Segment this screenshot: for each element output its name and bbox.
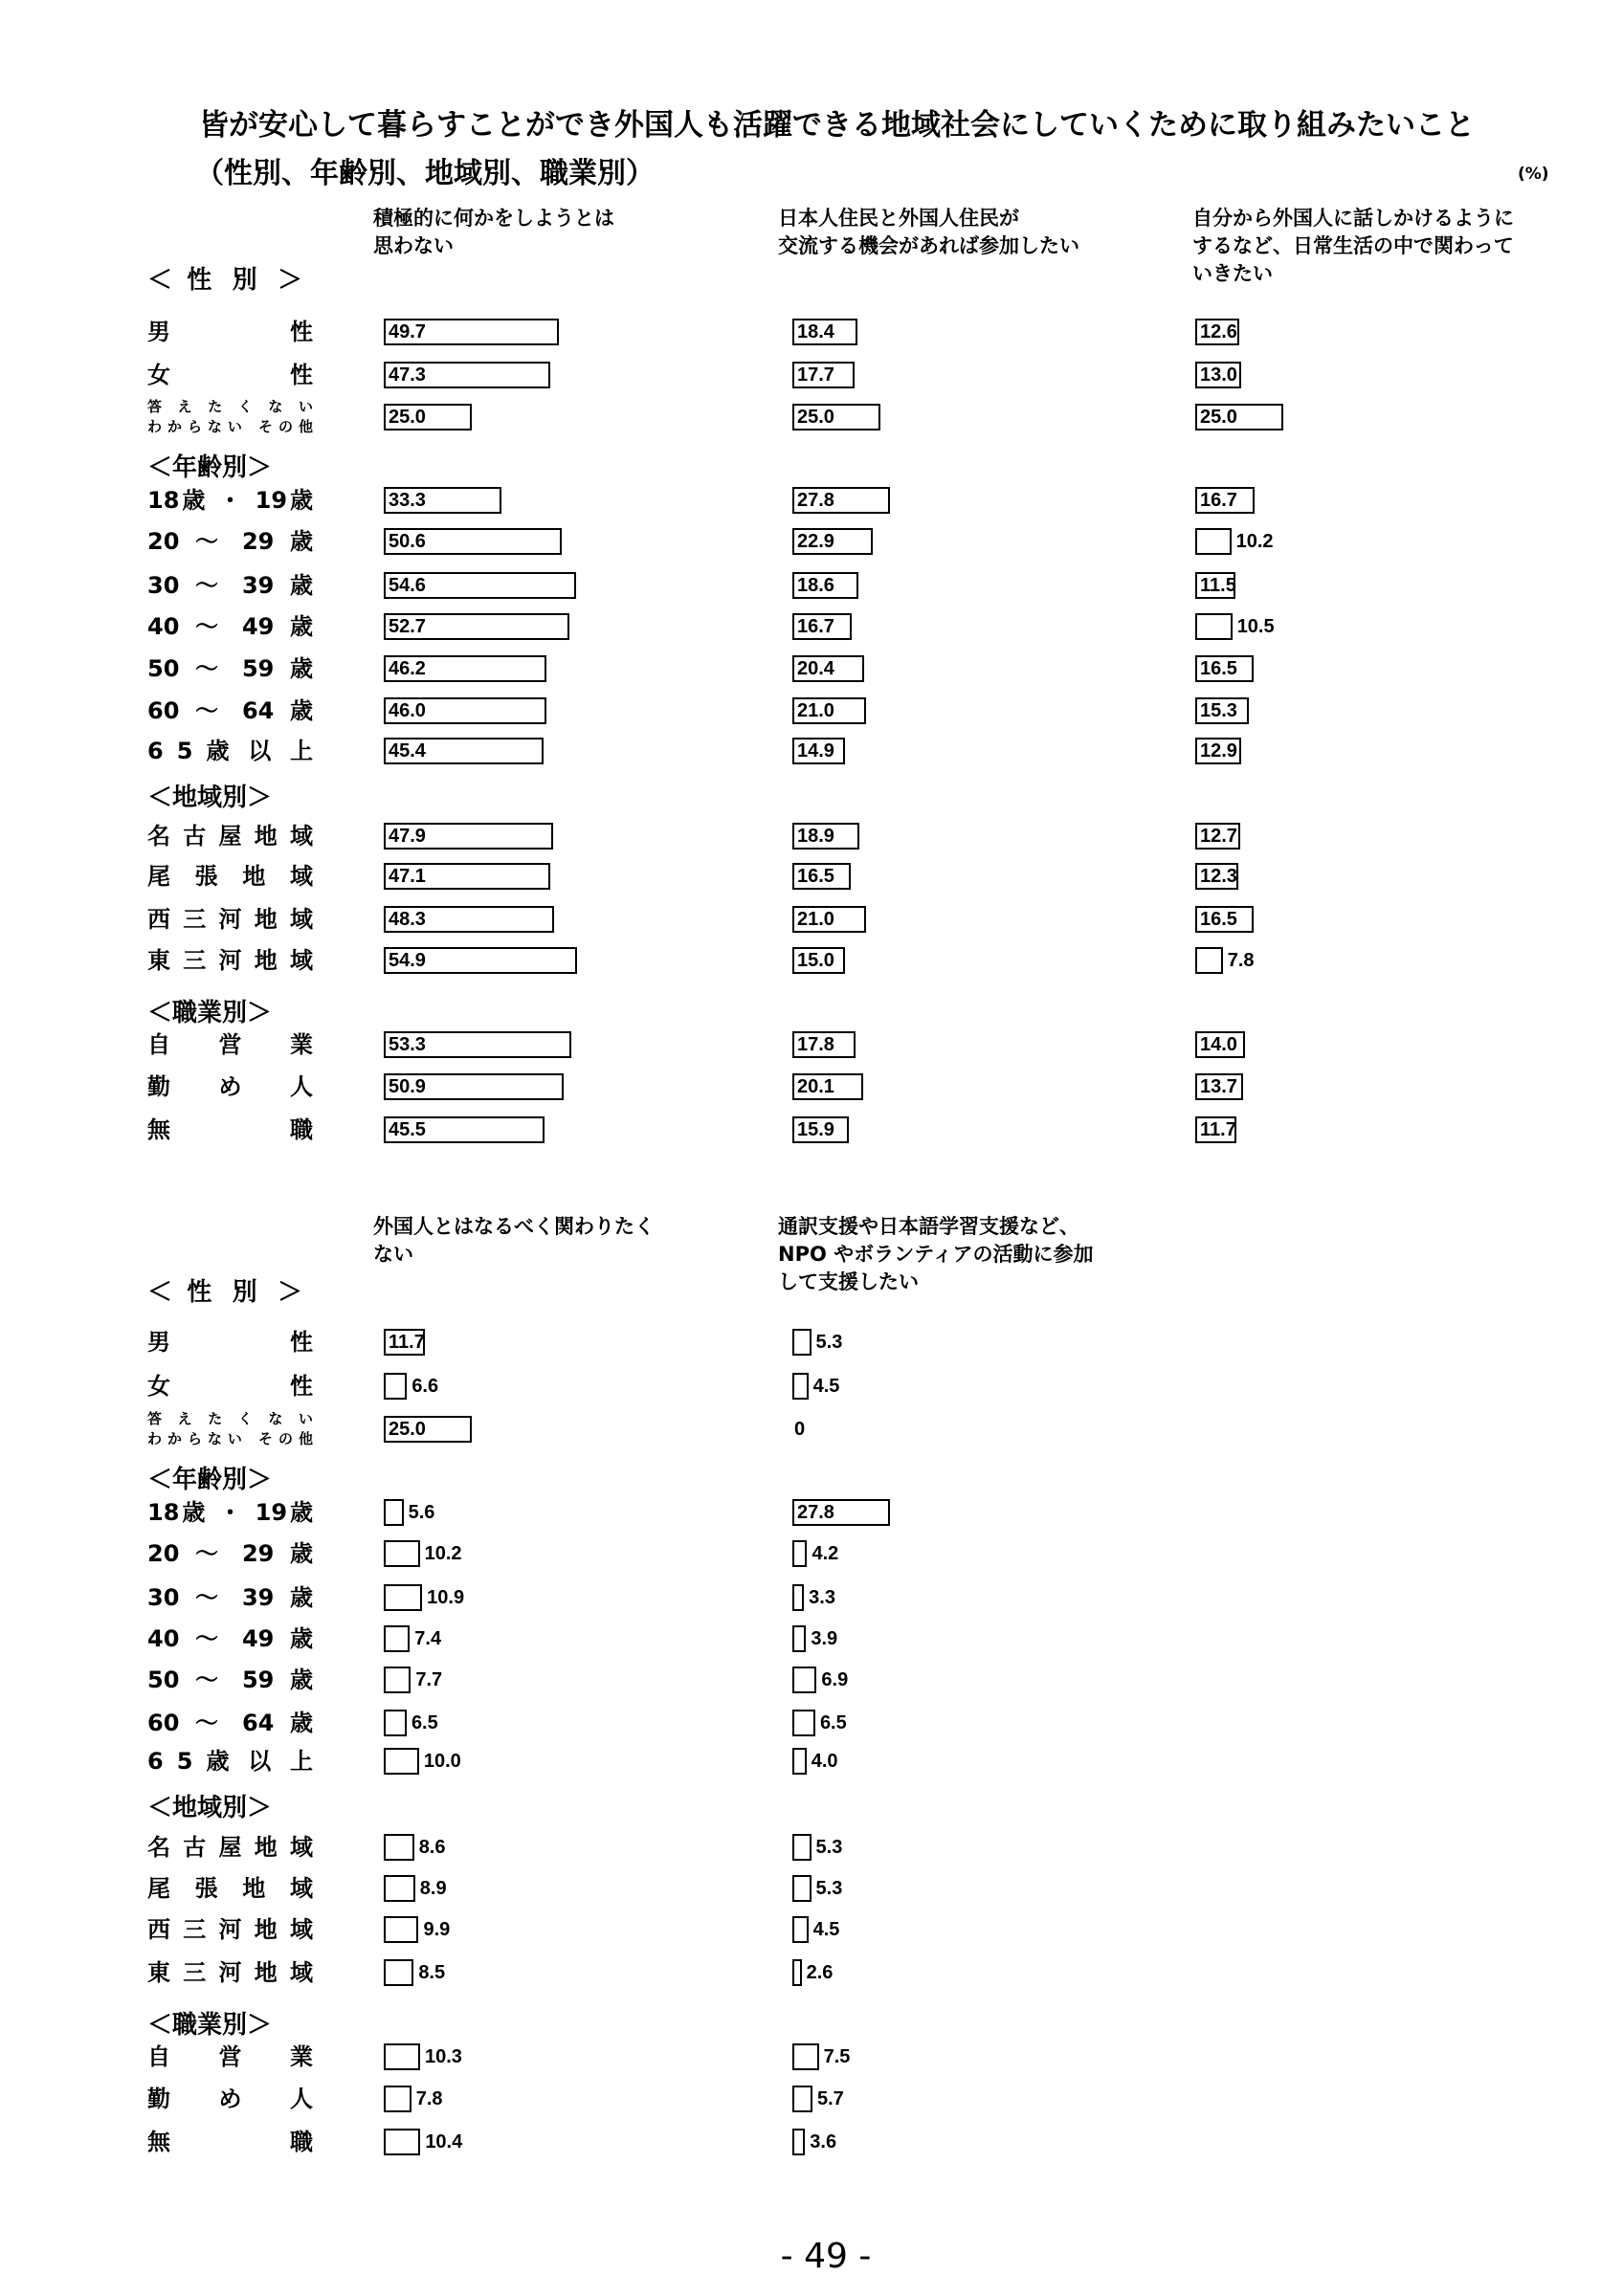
row-label: 20 ～ 29 歳 (147, 1540, 313, 1567)
bar-value-label: 25.0 (797, 407, 834, 428)
bar-value-label: 54.9 (389, 950, 426, 971)
bar-value-label: 11.7 (389, 1332, 425, 1353)
bar-value-label: 6.5 (819, 1712, 847, 1733)
series-header: 日本人住民と外国人住民が 交流する機会があれば参加したい (778, 207, 1079, 257)
bar (792, 1625, 806, 1652)
bar-value-label: 53.3 (389, 1034, 426, 1055)
bar (384, 1959, 413, 1986)
row-label: 6 5 歳 以 上 (147, 738, 313, 764)
bar-value-label: 15.9 (797, 1119, 834, 1140)
row-label: 40 ～ 49 歳 (147, 1625, 313, 1652)
row-label: 男 性 (147, 319, 313, 345)
bar-value-label: 21.0 (797, 700, 834, 721)
row-label: 40 ～ 49 歳 (147, 613, 313, 640)
bar-value-label: 14.0 (1200, 1034, 1237, 1055)
bar-value-label: 3.9 (811, 1628, 838, 1649)
bar-value-label: 49.7 (389, 321, 426, 342)
bar-value-label: 15.3 (1200, 700, 1237, 721)
bar-value-label: 10.4 (425, 2131, 463, 2152)
bar-value-label: 7.4 (414, 1628, 442, 1649)
row-label: 20 ～ 29 歳 (147, 528, 313, 555)
bar-value-label: 10.2 (424, 1543, 462, 1564)
row-label: 30 ～ 39 歳 (147, 572, 313, 599)
bar (384, 1499, 404, 1526)
bar-value-label: 8.9 (419, 1878, 447, 1899)
bar-value-label: 18.9 (797, 826, 834, 847)
bar-value-label: 50.6 (389, 531, 426, 552)
row-label: 西 三 河 地 域 (147, 1916, 313, 1943)
bar-value-label: 27.8 (797, 1502, 834, 1523)
group-header: ＜年齢別＞ (147, 453, 273, 482)
bar-value-label: 25.0 (1200, 407, 1237, 428)
row-label: 東 三 河 地 域 (147, 947, 313, 974)
bar-value-label: 11.7 (1200, 1119, 1236, 1140)
bar-value-label: 12.7 (1200, 826, 1237, 847)
row-label: 名 古 屋 地 域 (147, 823, 313, 850)
bar (384, 1875, 415, 1902)
bar (384, 2043, 420, 2070)
bar (792, 2086, 812, 2112)
bar (792, 1959, 802, 1986)
bar-value-label: 14.9 (797, 740, 834, 762)
row-label: 女 性 (147, 1373, 313, 1400)
bar-value-label: 5.3 (815, 1332, 843, 1353)
bar-value-label: 5.3 (815, 1837, 843, 1858)
bar (1195, 613, 1233, 640)
bar-value-label: 18.4 (797, 321, 834, 342)
row-label: 答 え た く な い わからない その他 (147, 398, 313, 435)
bar-value-label: 6.9 (821, 1669, 849, 1690)
row-label: 尾 張 地 域 (147, 1875, 313, 1902)
bar-value-label: 6.5 (411, 1712, 438, 1733)
bar (1195, 528, 1232, 555)
bar-value-label: 5.6 (408, 1502, 435, 1523)
row-label: 東 三 河 地 域 (147, 1959, 313, 1986)
bar-value-label: 13.7 (1200, 1076, 1237, 1097)
row-label: 無 職 (147, 1116, 313, 1143)
bar-value-label: 7.8 (1227, 950, 1255, 971)
row-label: 女 性 (147, 362, 313, 388)
row-label: 自 営 業 (147, 2043, 313, 2070)
row-label: 尾 張 地 域 (147, 863, 313, 890)
row-label: 6 5 歳 以 上 (147, 1748, 313, 1775)
bar-value-label: 10.2 (1235, 531, 1274, 552)
bar-value-label: 8.5 (418, 1962, 446, 1983)
bar (384, 1710, 407, 1736)
row-label: 名 古 屋 地 域 (147, 1834, 313, 1861)
row-label: 西 三 河 地 域 (147, 906, 313, 933)
bar-value-label: 21.0 (797, 909, 834, 930)
bar (384, 2129, 420, 2155)
bar-value-label: 16.5 (1200, 658, 1237, 679)
bar-value-label: 17.8 (797, 1034, 834, 1055)
bar-value-label: 7.7 (415, 1669, 443, 1690)
bar (384, 1373, 407, 1400)
bar-value-label: 5.3 (815, 1878, 843, 1899)
bar (1195, 947, 1223, 974)
bar-value-label: 4.2 (812, 1543, 839, 1564)
bar-value-label: 8.6 (418, 1837, 446, 1858)
row-label: 自 営 業 (147, 1031, 313, 1058)
row-label: 男 性 (147, 1329, 313, 1356)
bar-value-label: 7.8 (415, 2088, 443, 2109)
bar-value-label: 47.3 (389, 364, 426, 386)
bar-value-label: 52.7 (389, 616, 426, 637)
bar-value-label: 0 (794, 1419, 806, 1440)
bar-value-label: 10.0 (423, 1751, 461, 1772)
bar-value-label: 18.6 (797, 575, 834, 596)
bar-value-label: 4.5 (812, 1919, 840, 1940)
bar-value-label: 16.7 (1200, 490, 1237, 511)
bar-value-label: 17.7 (797, 364, 834, 386)
unit-label: (%) (1518, 165, 1549, 184)
bar (792, 2043, 819, 2070)
bar-value-label: 7.5 (823, 2046, 851, 2067)
bar (384, 1540, 420, 1567)
group-header: ＜ 性 別 ＞ (147, 266, 302, 295)
bar-value-label: 54.6 (389, 575, 426, 596)
bar-value-label: 10.5 (1236, 616, 1275, 637)
bar-value-label: 15.0 (797, 950, 834, 971)
bar (384, 1584, 422, 1611)
bar (384, 1667, 411, 1693)
bar-value-label: 50.9 (389, 1076, 426, 1097)
bar-value-label: 11.5 (1200, 575, 1236, 596)
bar-value-label: 2.6 (806, 1962, 834, 1983)
bar-value-label: 13.0 (1200, 364, 1237, 386)
bar (384, 1916, 418, 1943)
bar-value-label: 45.4 (389, 740, 426, 762)
bar (792, 1329, 812, 1356)
bar (792, 1710, 815, 1736)
bar-value-label: 27.8 (797, 490, 834, 511)
bar-value-label: 47.1 (389, 866, 426, 887)
bar (384, 1748, 419, 1775)
bar-value-label: 46.0 (389, 700, 426, 721)
bar-value-label: 48.3 (389, 909, 426, 930)
bar-value-label: 20.4 (797, 658, 834, 679)
bar-value-label: 10.9 (427, 1587, 465, 1608)
group-header: ＜地域別＞ (147, 784, 273, 812)
page-title: 皆が安心して暮らすことができ外国人も活躍できる地域社会にしていくために取り組みたいこと (199, 108, 1475, 143)
bar-value-label: 47.9 (389, 826, 426, 847)
row-label: 答 え た く な い わからない その他 (147, 1410, 313, 1447)
bar-value-label: 5.7 (817, 2088, 844, 2109)
bar-value-label: 25.0 (389, 407, 426, 428)
bar-value-label: 10.3 (424, 2046, 462, 2067)
bar (792, 1916, 809, 1943)
bar-value-label: 25.0 (389, 1419, 426, 1440)
group-header: ＜年齢別＞ (147, 1466, 273, 1494)
bar-value-label: 33.3 (389, 490, 426, 511)
bar (792, 1540, 807, 1567)
bar (792, 2129, 805, 2155)
page-subtitle: （性別、年齢別、地域別、職業別） (195, 157, 655, 190)
row-label: 18歳 ・ 19歳 (147, 487, 313, 514)
bar-value-label: 3.3 (809, 1587, 835, 1608)
row-label: 18歳 ・ 19歳 (147, 1499, 313, 1526)
bar (384, 1625, 410, 1652)
bar-value-label: 46.2 (389, 658, 426, 679)
series-header: 外国人とはなるべく関わりたく ない (373, 1215, 655, 1266)
bar-value-label: 4.5 (812, 1376, 840, 1397)
bar-value-label: 16.7 (797, 616, 834, 637)
bar (384, 2086, 411, 2112)
bar-value-label: 6.6 (411, 1376, 439, 1397)
row-label: 勤 め 人 (147, 1073, 313, 1100)
row-label: 60 ～ 64 歳 (147, 697, 313, 724)
series-header: 自分から外国人に話しかけるように するなど、日常生活の中で関わって いきたい (1192, 207, 1514, 285)
bar (792, 1748, 807, 1775)
group-header: ＜職業別＞ (147, 2011, 273, 2040)
group-header: ＜地域別＞ (147, 1794, 273, 1822)
bar-value-label: 3.6 (810, 2131, 837, 2152)
page-number: - 49 - (780, 2237, 872, 2276)
row-label: 無 職 (147, 2129, 313, 2155)
group-header: ＜ 性 別 ＞ (147, 1278, 302, 1307)
bar (792, 1584, 804, 1611)
group-header: ＜職業別＞ (147, 999, 273, 1027)
row-label: 50 ～ 59 歳 (147, 655, 313, 682)
bar (384, 1834, 414, 1861)
row-label: 勤 め 人 (147, 2086, 313, 2112)
row-label: 60 ～ 64 歳 (147, 1710, 313, 1736)
row-label: 50 ～ 59 歳 (147, 1667, 313, 1693)
bar-value-label: 16.5 (1200, 909, 1237, 930)
bar (792, 1373, 809, 1400)
bar-value-label: 9.9 (423, 1919, 451, 1940)
bar-value-label: 12.9 (1200, 740, 1237, 762)
series-header: 積極的に何かをしようとは 思わない (373, 207, 614, 257)
bar-value-label: 12.6 (1200, 321, 1237, 342)
series-header: 通訳支援や日本語学習支援など、 NPO やボランティアの活動に参加 して支援したい (778, 1215, 1094, 1293)
bar (792, 1834, 812, 1861)
bar (792, 1875, 812, 1902)
bar-value-label: 20.1 (797, 1076, 834, 1097)
bar-value-label: 12.3 (1200, 866, 1237, 887)
bar-value-label: 22.9 (797, 531, 834, 552)
row-label: 30 ～ 39 歳 (147, 1584, 313, 1611)
bar-value-label: 4.0 (811, 1751, 838, 1772)
bar-value-label: 45.5 (389, 1119, 426, 1140)
bar-value-label: 16.5 (797, 866, 834, 887)
bar (792, 1667, 816, 1693)
